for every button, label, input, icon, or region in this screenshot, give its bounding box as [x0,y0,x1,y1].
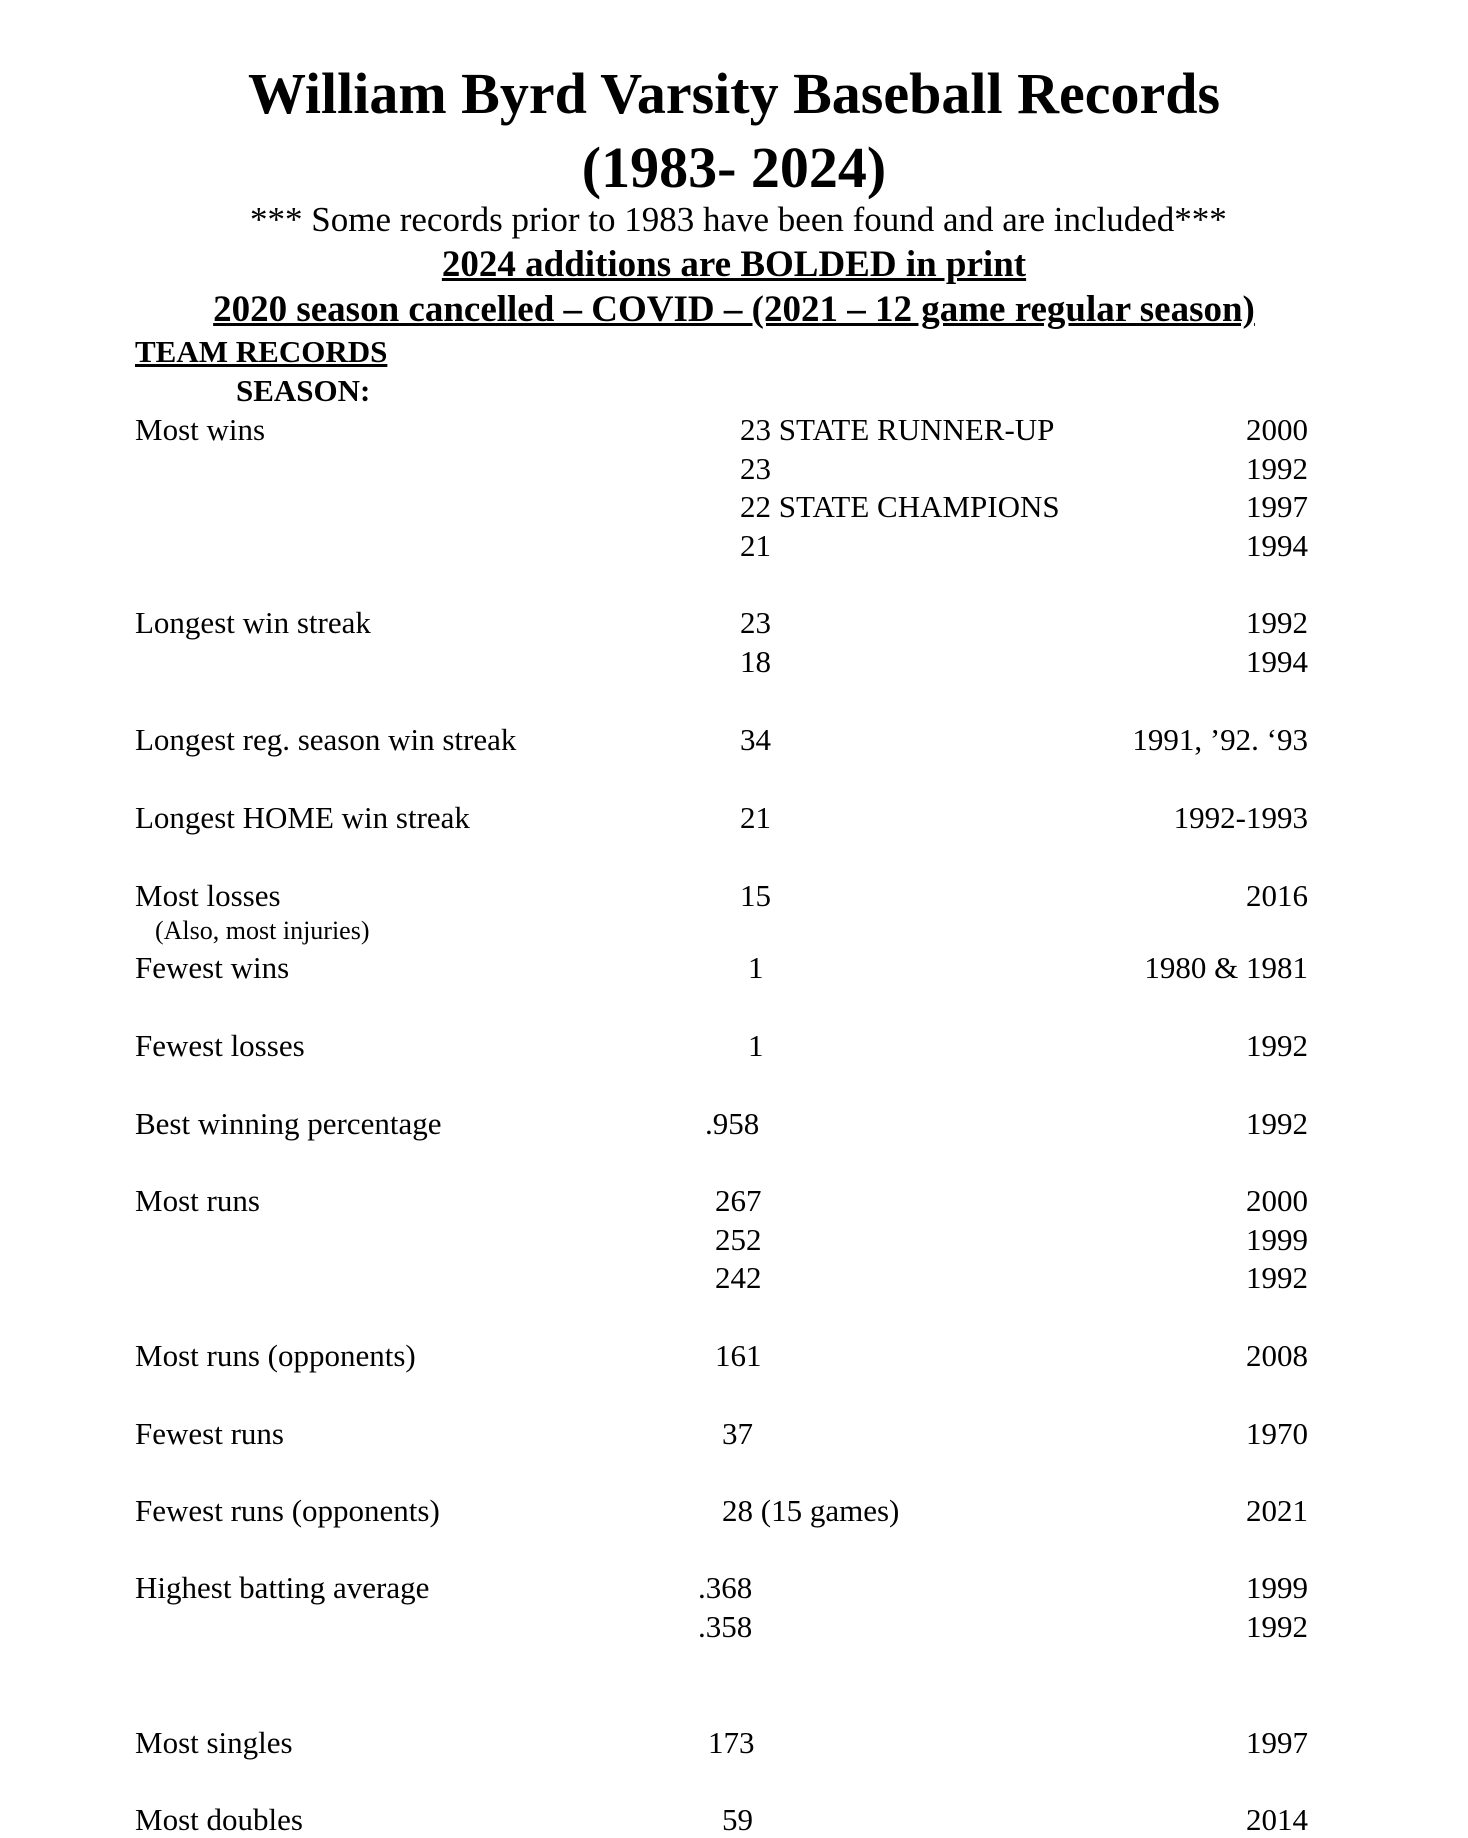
record-label: Fewest runs [135,1416,284,1451]
season-heading: SEASON: [236,373,371,408]
record-year: 1991, ’92. ‘93 [1132,722,1308,757]
record-year: 1992-1993 [1173,800,1308,835]
page-title-years: (1983- 2024) [581,135,887,200]
record-value: 28 (15 games) [722,1493,900,1528]
record-value: 173 [708,1725,755,1760]
record-label: Most runs [135,1183,260,1218]
record-year: 1997 [1246,1725,1308,1760]
record-year: 1992 [1246,1028,1308,1063]
record-value: 161 [715,1338,762,1373]
record-label: Most singles [135,1725,293,1760]
record-year: 1999 [1246,1222,1308,1257]
record-label: Best winning percentage [135,1106,442,1141]
record-value: 23 [740,451,771,486]
record-label: Fewest runs (opponents) [135,1493,440,1528]
record-year: 1992 [1246,605,1308,640]
record-value: .358 [698,1609,753,1644]
record-label: Longest reg. season win streak [135,722,517,757]
record-value: 23 [740,605,771,640]
record-year: 1997 [1246,489,1308,524]
record-value: 15 [740,878,771,913]
record-year: 2008 [1246,1338,1308,1373]
record-value: 34 [740,722,771,757]
page-title: William Byrd Varsity Baseball Records [247,61,1221,126]
record-label: Longest HOME win streak [135,800,470,835]
record-year: 1992 [1246,1260,1308,1295]
record-value: 1 [748,950,764,985]
record-value: 37 [722,1416,753,1451]
record-year: 1999 [1246,1570,1308,1605]
record-label: Fewest wins [135,950,290,985]
record-value: 21 [740,800,771,835]
record-value: 1 [748,1028,764,1063]
record-label: Most wins [135,412,266,447]
record-value: .958 [705,1106,760,1141]
record-year: 1994 [1246,644,1308,679]
records-note: *** Some records prior to 1983 have been found and are included*** [250,200,1227,239]
record-year: 1992 [1246,1609,1308,1644]
record-year: 1994 [1246,528,1308,563]
record-value: 242 [715,1260,762,1295]
record-year: 1970 [1246,1416,1308,1451]
record-label: Most losses [135,878,281,913]
record-year: 2000 [1246,1183,1308,1218]
covid-note: 2020 season cancelled – COVID – (2021 – 12 game regular season) [213,289,1255,330]
record-value: 59 [722,1802,753,1837]
record-year: 2014 [1246,1802,1308,1837]
record-value: 22 STATE CHAMPIONS [740,489,1060,524]
record-label: Fewest losses [135,1028,305,1063]
record-label: Longest win streak [135,605,371,640]
record-year: 2000 [1246,412,1308,447]
record-sublabel: (Also, most injuries) [155,916,370,945]
record-year: 2021 [1246,1493,1308,1528]
record-label: Most runs (opponents) [135,1338,416,1373]
record-label: Most doubles [135,1802,303,1837]
record-value: .368 [698,1570,753,1605]
record-year: 1980 & 1981 [1144,950,1308,985]
record-value: 23 STATE RUNNER-UP [740,412,1055,447]
record-value: 252 [715,1222,762,1257]
record-year: 2016 [1246,878,1308,913]
additions-note: 2024 additions are BOLDED in print [441,244,1027,285]
record-label: Highest batting average [135,1570,430,1605]
team-records-heading: TEAM RECORDS [135,334,388,369]
record-year: 1992 [1246,1106,1308,1141]
record-value: 267 [715,1183,762,1218]
record-year: 1992 [1246,451,1308,486]
record-value: 21 [740,528,771,563]
record-value: 18 [740,644,771,679]
